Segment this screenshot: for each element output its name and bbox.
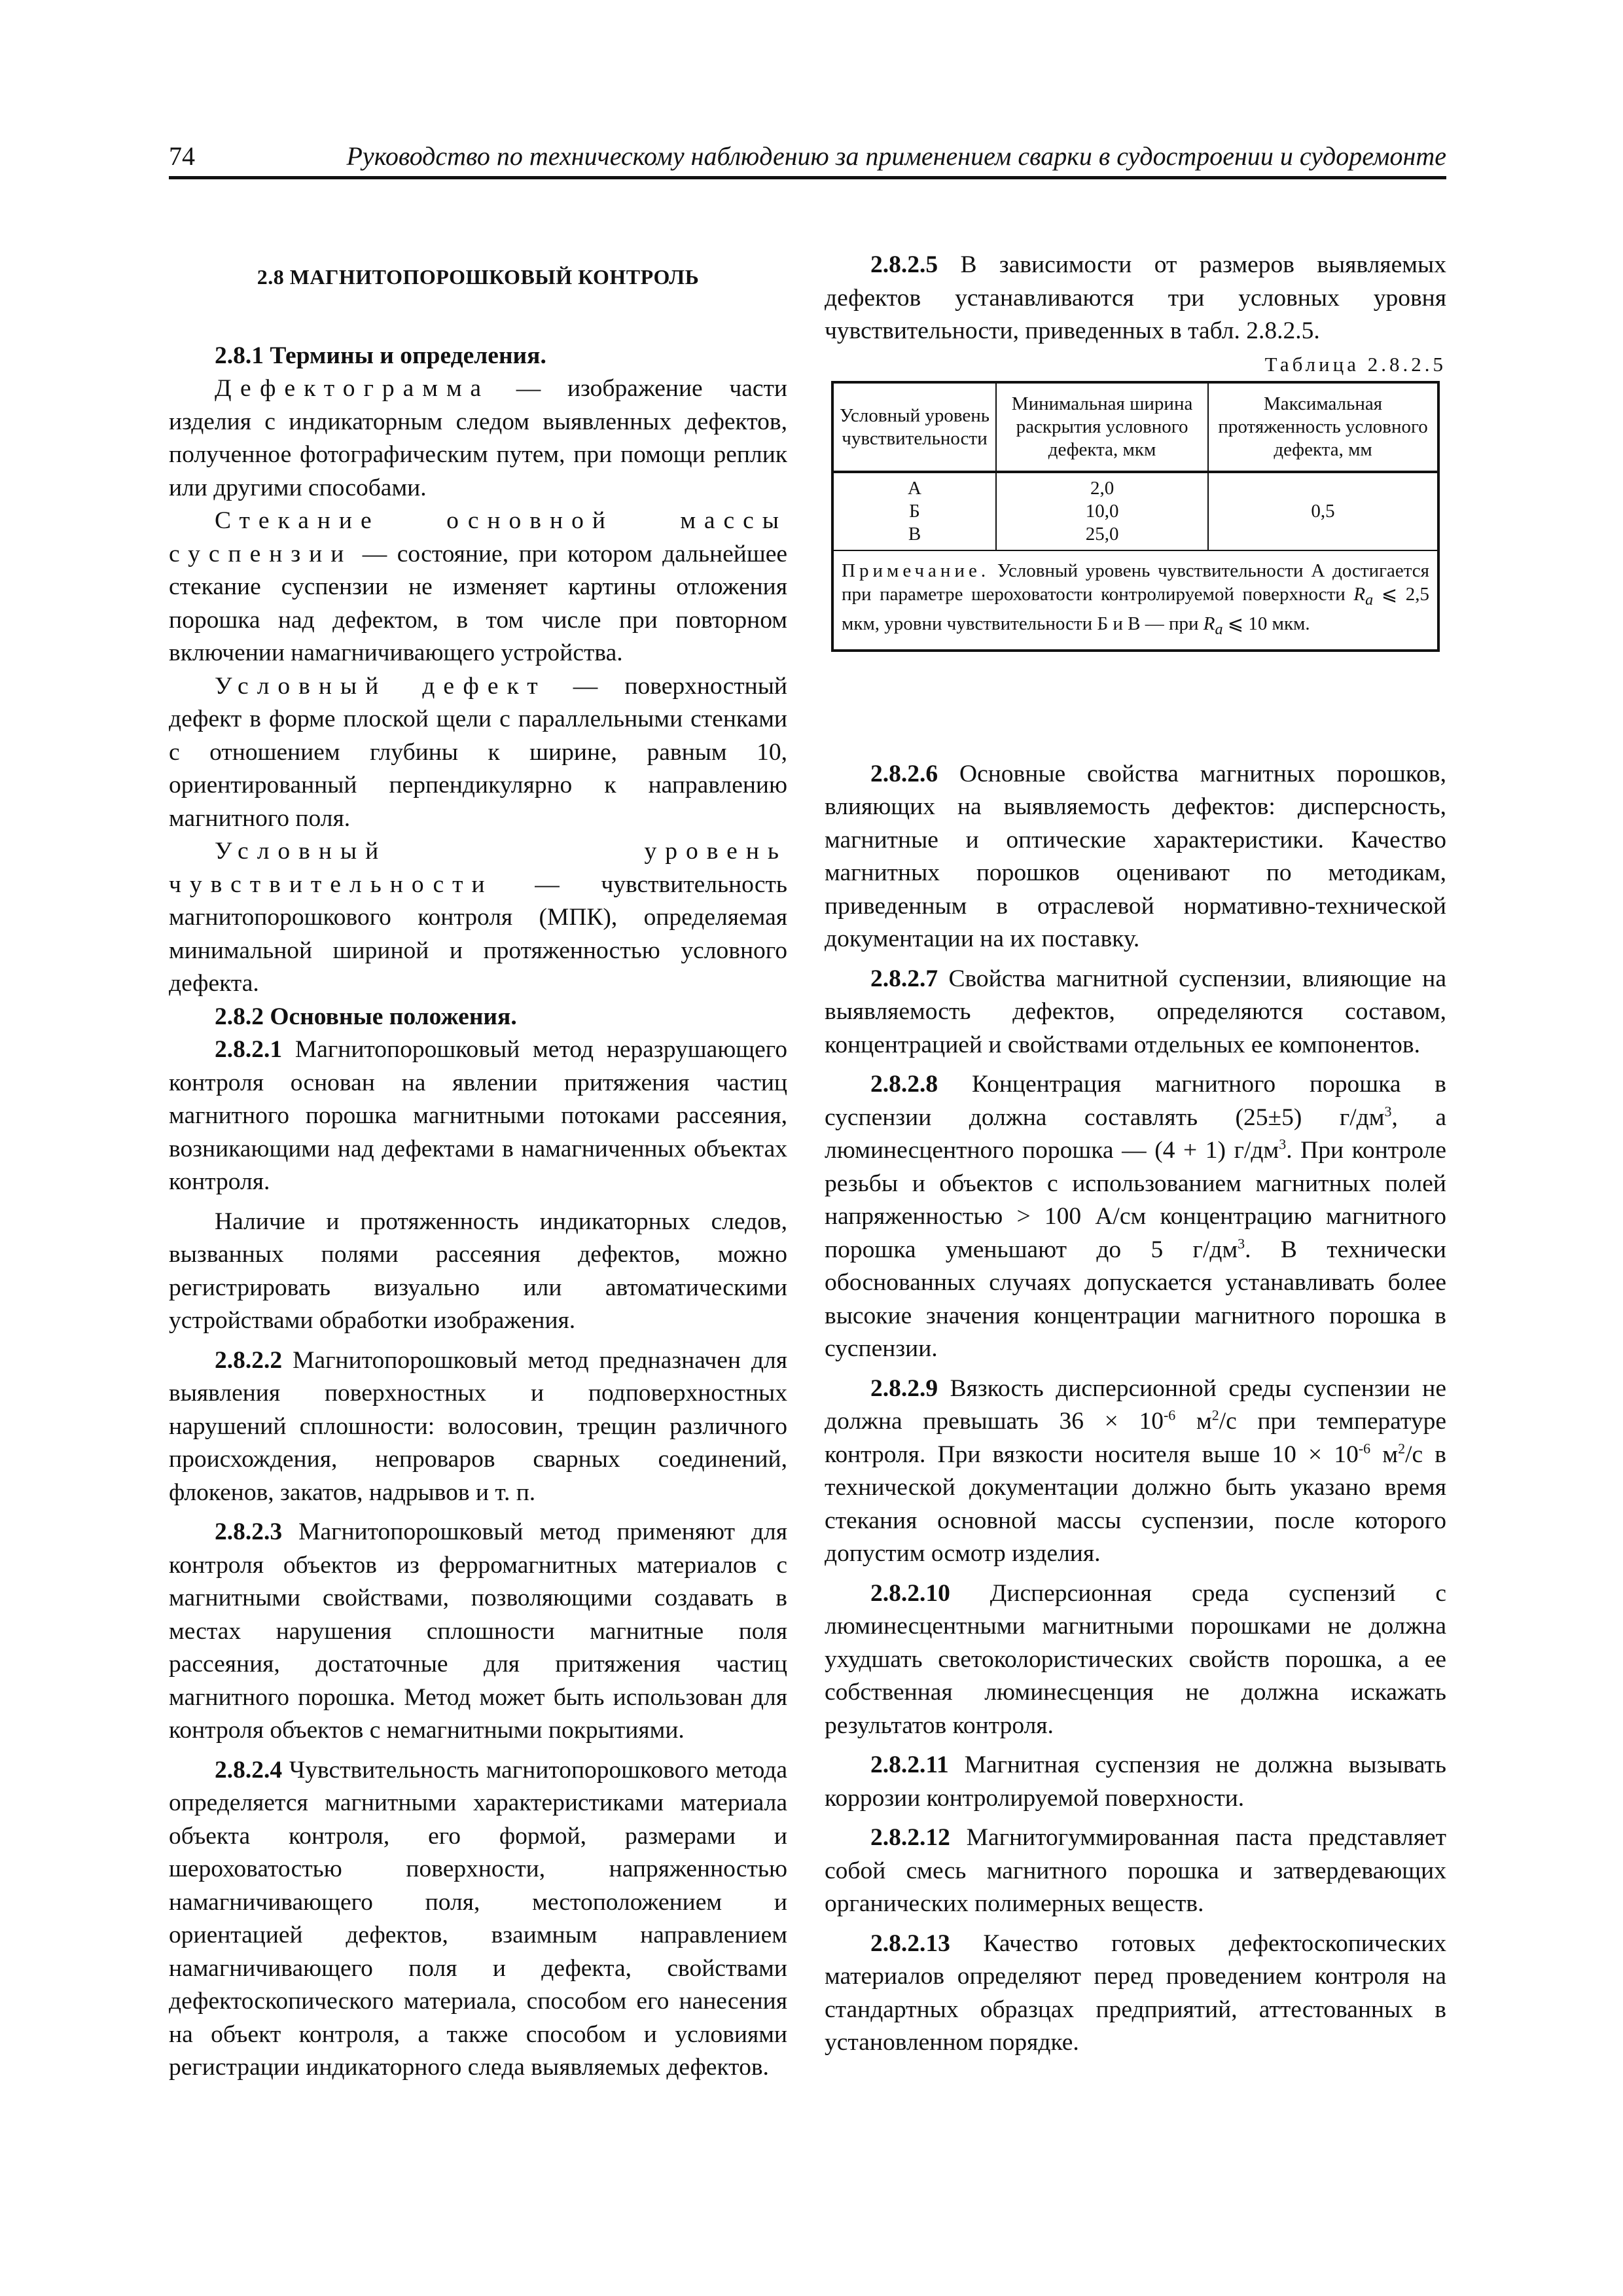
page-header — [169, 141, 1446, 180]
clause-text: , а люминесцентного порошка — (4 + 1) г/дм — [825, 1103, 1446, 1164]
table-header-cell: Минимальная ширина раскрытия условного дефекта, мкм — [996, 382, 1208, 472]
running-title: Руководство по техническому наблюдению за применением сварки в судостроении и судоремонте — [346, 141, 1446, 171]
term-paragraph — [169, 670, 787, 836]
table-note — [832, 550, 1438, 651]
clause-number: 2.8.2.1 — [215, 1036, 283, 1063]
ra-symbol: R — [1203, 613, 1215, 634]
clause-text: Основные свойства магнитных порошков, влияющих на выявляемость дефектов: дисперсность, магнитные и оптические характеристики. Качество магнитных порошков оценивают по методикам, приведенным в отраслевой нормативно-технической документации на их поставку. — [825, 760, 1446, 953]
clause-paragraph — [169, 1516, 787, 1748]
superscript: -6 — [1163, 1407, 1176, 1424]
clause-text: . При контроле резьбы и объектов с использованием магнитных полей напряженностью > 100 А/см концентрацию магнитного порошка уменьшают до 5 г/дм — [825, 1137, 1446, 1263]
clause-number: 2.8.2.10 — [870, 1579, 950, 1607]
term-definition: — поверхностный дефект в форме плоской щели с параллельными стенками с отношением глубины к ширине, равным 10, ориентированный перпендикулярно к направлению магнитного поля. — [169, 672, 787, 832]
clause-text: Магнитопорошковый метод неразрушающего контроля основан на явлении притяжения частиц магнитного порошка магнитными потоками рассеяния, возникающими над дефектами в намагниченных объектах контроля. — [169, 1036, 787, 1195]
clause-paragraph — [169, 1206, 787, 1338]
clause-text: м — [1175, 1408, 1212, 1435]
clause-number: 2.8.2.4 — [215, 1756, 283, 1784]
term-paragraph — [169, 372, 787, 505]
term-definition: — чувствительность магнитопорошкового контроля (МПК), определяемая минимальной шириной и протяженностью условного дефекта. — [169, 870, 787, 997]
width-value: 2,0 — [1090, 478, 1115, 499]
clause-paragraph — [825, 249, 1446, 348]
subsection-heading-terms: 2.8.1 Термины и определения. — [215, 342, 546, 369]
clause-paragraph — [825, 1372, 1446, 1571]
width-value: 25,0 — [1085, 524, 1119, 545]
clause-text: Концентрация магнитного порошка в суспензии должна составлять (25±5) г/дм — [825, 1071, 1446, 1131]
clause-number: 2.8.2.5 — [870, 251, 938, 278]
term: Дефектограмма — [215, 375, 490, 402]
superscript: -6 — [1358, 1440, 1371, 1457]
clause-paragraph — [825, 758, 1446, 956]
table-note-row — [832, 550, 1438, 651]
clause-text: Наличие и протяженность индикаторных следов, вызванных полями рассеяния дефектов, можно регистрировать визуально или автоматическими устройствами обработки изображения. — [169, 1208, 787, 1334]
clause-paragraph — [169, 1344, 787, 1510]
column-spacer — [825, 652, 1446, 758]
left-column — [169, 249, 787, 2085]
clause-text: Вязкость дисперсионной среды суспензии не должна превышать 36 × 10 — [825, 1374, 1446, 1435]
level-value: А — [908, 478, 921, 499]
clause-paragraph — [825, 1821, 1446, 1921]
term-definition: — изображение части изделия с индикаторным следом выявленных дефектов, полученное фотографическим путем, при помощи реплик или другими способами. — [169, 375, 787, 501]
section-title: 2.8 МАГНИТОПОРОШКОВЫЙ КОНТРОЛЬ — [257, 265, 700, 289]
clause-paragraph — [825, 1068, 1446, 1366]
note-label: Примечание. — [842, 560, 990, 581]
table-header-cell: Условный уровень чувствительности — [832, 382, 996, 472]
note-text: Условный уровень чувствительности А достигается при параметре шероховатости контролируемой поверхности — [842, 560, 1429, 605]
clause-number: 2.8.2.11 — [870, 1751, 949, 1779]
width-value: 10,0 — [1085, 501, 1119, 522]
term: Условный дефект — [215, 672, 546, 700]
table-header-cell: Максимальная протяженность условного дефекта, мм — [1208, 382, 1438, 472]
clause-paragraph — [169, 1033, 787, 1199]
clause-paragraph — [825, 1928, 1446, 2060]
clause-text: Магнитная суспензия не должна вызывать коррозии контролируемой поверхности. — [825, 1751, 1446, 1812]
clause-text: м — [1370, 1441, 1399, 1468]
clause-paragraph — [825, 1749, 1446, 1815]
clause-number: 2.8.2.6 — [870, 760, 938, 787]
header-divider — [169, 176, 1446, 179]
clause-text: Чувствительность магнитопорошкового метода определяется магнитными характеристиками материала объекта контроля, его формой, размерами и шероховатостью поверхности, напряженностью намагничивающего поля, местоположением и ориентацией дефектов, взаимным направлением намагничивающего поля и дефекта, свойствами дефектоскопического материала, способом его нанесения на объект контроля, а также способом и условиями регистрации индикаторного следа выявляемых дефектов. — [169, 1756, 787, 2081]
term-paragraph — [169, 505, 787, 670]
term: Стекание основной массы суспензии — [169, 507, 787, 567]
clause-number: 2.8.2.12 — [870, 1824, 950, 1852]
table-header-row — [832, 382, 1438, 472]
table-cell-widths — [996, 472, 1208, 550]
superscript: 3 — [1279, 1136, 1287, 1153]
right-column — [825, 249, 1446, 2060]
term-paragraph — [169, 835, 787, 1001]
clause-number: 2.8.2.2 — [215, 1346, 283, 1374]
clause-text: /с при температуре контроля. При вязкости носителя выше 10 × 10 — [825, 1408, 1446, 1468]
clause-paragraph — [825, 1577, 1446, 1743]
note-text: ⩽ 10 мкм. — [1222, 613, 1310, 634]
table-caption: Таблица 2.8.2.5 — [1264, 352, 1446, 376]
term-definition: — состояние, при котором дальнейшее стекание суспензии не изменяет картины отложения порошка над дефектом, в том числе при повторном включении намагничивающего устройства. — [169, 540, 787, 666]
clause-number: 2.8.2.13 — [870, 1929, 950, 1957]
clause-text: /с в технической документации должно быть указано время стекания основной массы суспензии, после которого допустим осмотр изделия. — [825, 1441, 1447, 1568]
clause-text: Свойства магнитной суспензии, влияющие на выявляемость дефектов, определяются составом, концентрацией и свойствами отдельных ее компонентов. — [825, 965, 1446, 1058]
superscript: 3 — [1384, 1103, 1392, 1120]
clause-text: В зависимости от размеров выявляемых дефектов устанавливаются три условных уровня чувствительности, приведенных в табл. 2.8.2.5. — [825, 251, 1446, 344]
clause-paragraph — [825, 963, 1446, 1062]
table-cell-max-length: 0,5 — [1208, 472, 1438, 550]
clause-text: Дисперсионная среда суспензий с люминесцентными магнитными порошками не должна ухудшать светоколористических свойств порошка, а ее собственная люминесценция не должна искажать результатов контроля. — [825, 1579, 1446, 1739]
ra-subscript: a — [1215, 620, 1223, 638]
table-cell-levels — [832, 472, 996, 550]
subsection-heading-provisions: 2.8.2 Основные положения. — [215, 1003, 517, 1030]
superscript: 3 — [1238, 1235, 1245, 1252]
clause-number: 2.8.2.3 — [215, 1518, 283, 1545]
clause-text: Магнитогуммированная паста представляет собой смесь магнитного порошка и затвердевающих органических полимерных веществ. — [825, 1824, 1446, 1918]
ra-symbol: R — [1353, 584, 1366, 605]
term: Условный уровень чувствительности — [169, 838, 787, 898]
clause-text: Магнитопорошковый метод предназначен для выявления поверхностных и подповерхностных нарушений сплошности: волосовин, трещин различного происхождения, непроваров сварных соединений, флокенов, закатов, надрывов и т. п. — [169, 1346, 787, 1506]
level-value: Б — [909, 501, 920, 522]
superscript: 2 — [1211, 1407, 1219, 1424]
note-text: ⩽ 2,5 мкм, уровни чувствительности Б и В — при — [842, 584, 1429, 634]
clause-paragraph — [169, 1754, 787, 2085]
clause-number: 2.8.2.7 — [870, 965, 938, 992]
page-number: 74 — [169, 141, 195, 171]
clause-text: Магнитопорошковый метод применяют для контроля объектов из ферромагнитных материалов с магнитными свойствами, позволяющими создавать в местах нарушения сплошности магнитные поля рассеяния, достаточные для притяжения частиц магнитного порошка. Метод может быть использован для контроля объектов с немагнитными покрытиями. — [169, 1518, 787, 1744]
sensitivity-table — [831, 381, 1440, 652]
clause-text: . В технически обоснованных случаях допускается устанавливать более высокие значения концентрации магнитного порошка в суспензии. — [825, 1236, 1446, 1363]
level-value: В — [908, 524, 921, 545]
clause-number: 2.8.2.9 — [870, 1374, 938, 1402]
clause-text: Качество готовых дефектоскопических материалов определяют перед проведением контроля на стандартных образцах предприятий, аттестованных в установленном порядке. — [825, 1929, 1446, 2056]
ra-subscript: a — [1365, 590, 1374, 609]
superscript: 2 — [1398, 1440, 1406, 1457]
clause-number: 2.8.2.8 — [870, 1071, 938, 1098]
table-row — [832, 472, 1438, 550]
